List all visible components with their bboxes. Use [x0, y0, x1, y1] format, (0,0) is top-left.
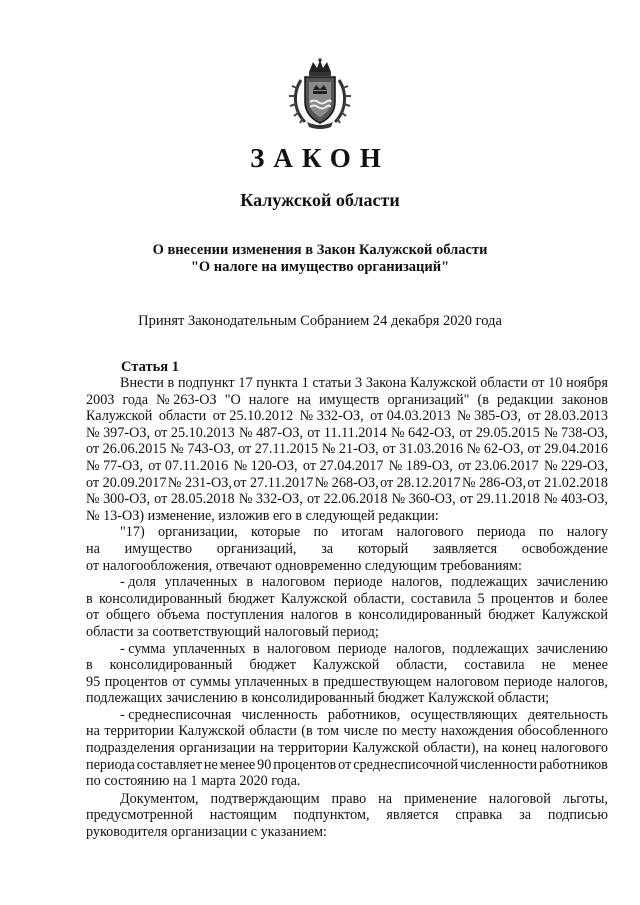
article-word: № 403-ОЗ,	[543, 491, 608, 508]
article-word: составила	[464, 657, 525, 674]
article-word: № 77-ОЗ,	[86, 457, 143, 474]
article-word: области,	[396, 657, 448, 674]
article-word: "17)	[120, 524, 145, 541]
article-word: на	[378, 790, 393, 807]
article-word: от 29.05.2015	[459, 424, 540, 441]
article-line	[86, 524, 608, 541]
article-word: налогов	[290, 607, 339, 624]
article-line	[86, 773, 608, 790]
article-word: на	[259, 740, 274, 757]
article-word: 5	[477, 590, 485, 607]
article-word: от 28.05.2018	[154, 491, 235, 508]
article-word: в	[344, 607, 352, 624]
article-line	[86, 607, 608, 624]
article-word: № 13-ОЗ) изменение, изложив его в следующей редакции:	[86, 507, 439, 524]
article-line	[86, 690, 608, 707]
article-word: руководителя организации с указанием:	[86, 824, 327, 841]
article-word: подписью	[547, 807, 608, 824]
article-word: по состоянию на 1 марта 2020 года.	[86, 773, 301, 790]
article-line	[86, 508, 608, 525]
article-word: налогов,	[391, 574, 443, 591]
article-word: организаций"	[387, 391, 470, 408]
article-line	[86, 740, 608, 757]
article-word: зачислению	[536, 574, 608, 591]
article-word: от 11.11.2014	[307, 424, 387, 441]
article-line	[86, 491, 608, 508]
article-word: в	[86, 657, 93, 674]
article-word: общего	[105, 607, 151, 624]
article-line	[86, 425, 608, 442]
article-word: Калужской	[280, 590, 348, 607]
article-word: подпунктом,	[293, 807, 370, 824]
article-word: подтверждающим	[210, 790, 320, 807]
article-body	[86, 375, 608, 841]
article-word: № 21-ОЗ,	[321, 441, 379, 458]
article-word: № 332-ОЗ,	[238, 491, 303, 508]
law-subject	[0, 242, 640, 276]
article-word: консолидированный	[109, 657, 233, 674]
article-word: 90	[257, 756, 272, 773]
article-word: от 26.06.2015	[86, 441, 167, 458]
article-word: в	[167, 375, 175, 391]
article-word: (в	[301, 723, 313, 740]
article-word: предшествующем	[323, 673, 432, 690]
article-word: работников	[539, 756, 608, 773]
article-line	[86, 574, 608, 591]
article-word: "О	[224, 391, 241, 408]
article-word: налоговом	[261, 574, 325, 591]
article-line	[86, 591, 608, 608]
article-word: от 31.03.2016	[382, 441, 464, 458]
article-word: численности	[459, 756, 538, 773]
article-word: от 29.11.2018	[459, 491, 540, 508]
article-word: налоге	[248, 391, 289, 408]
article-word: итогам	[341, 524, 384, 541]
article-word: менее	[219, 756, 256, 773]
article-word: Калужской	[178, 723, 245, 740]
article-line	[86, 791, 608, 808]
article-heading: Статья 1	[121, 359, 179, 375]
article-word: составляет	[136, 756, 203, 773]
region-name: Калужской области	[240, 190, 400, 210]
article-word: 10	[548, 375, 563, 391]
article-word: 1	[301, 375, 309, 391]
article-word: Калужской	[312, 657, 380, 674]
article-word: заявляется	[432, 540, 497, 557]
article-word: за	[321, 540, 334, 557]
article-word: на	[86, 723, 100, 740]
article-word: процентов	[273, 756, 337, 773]
law-subject-line-1: О внесении изменения в Закон Калужской области	[152, 242, 488, 258]
article-word: № 360-ОЗ,	[391, 491, 456, 508]
article-word: 3	[355, 375, 363, 391]
article-word: законов	[561, 391, 608, 408]
article-line	[86, 723, 608, 740]
article-word: применение	[403, 790, 477, 807]
article-word: периода	[86, 756, 135, 773]
article-word: от 04.03.2013	[370, 408, 451, 425]
article-word: уплаченных	[172, 640, 246, 657]
article-word: налогов,	[556, 673, 608, 690]
article-word: на	[296, 391, 311, 408]
article-word: от	[338, 756, 352, 773]
article-word: Калужской	[352, 740, 419, 757]
article-word: численность	[241, 706, 318, 723]
article-word: территории	[104, 723, 175, 740]
article-word: Калужской	[410, 375, 477, 391]
article-word: конец	[501, 740, 537, 757]
article-word: имущество	[124, 540, 193, 557]
article-word: от 21.02.2018	[527, 474, 608, 491]
article-word: области),	[423, 740, 479, 757]
article-line	[86, 707, 608, 724]
article-word: предусмотренной	[86, 807, 193, 824]
article-word: консолидированный	[358, 607, 482, 624]
article-word: области	[158, 408, 207, 425]
article-word: Закона	[365, 375, 407, 391]
article-word: от 22.06.2018	[306, 491, 388, 508]
article-word: от 25.10.2012	[212, 408, 294, 425]
article-word: периоде	[337, 640, 387, 657]
law-title: ЗАКОН	[250, 143, 390, 173]
article-word: числе	[343, 723, 378, 740]
article-word: периода	[476, 524, 526, 541]
article-word: от 28.12.2017	[380, 474, 461, 491]
article-word: за	[519, 807, 532, 824]
article-line	[86, 441, 608, 458]
article-word: № 268-ОЗ,	[314, 474, 379, 491]
article-word: статьи	[312, 375, 352, 391]
article-word: подпункт	[177, 375, 235, 391]
article-word: области	[249, 723, 297, 740]
article-word: суммы	[189, 673, 231, 690]
article-line	[86, 541, 608, 558]
article-word: от 23.06.2017	[458, 457, 539, 474]
article-word: подразделения	[86, 740, 175, 757]
article-word: редакции	[496, 391, 554, 408]
article-line	[86, 475, 608, 492]
article-word: подлежащих	[451, 574, 528, 591]
article-word: процентов	[104, 673, 168, 690]
article-word: Калужской	[541, 607, 608, 624]
article-word: налогового	[396, 524, 464, 541]
article-word: которые	[251, 524, 301, 541]
article-word: - среднесписочная	[120, 706, 232, 723]
article-word: бюджет	[249, 657, 296, 674]
article-word: от 27.11.2017	[233, 474, 314, 491]
article-word: - доля	[120, 574, 157, 591]
article-word: деятельность	[527, 706, 608, 723]
article-word: № 62-ОЗ,	[466, 441, 524, 458]
article-word: процентов	[490, 590, 554, 607]
article-word: не	[203, 756, 218, 773]
article-line	[86, 408, 608, 425]
article-word: от	[172, 673, 186, 690]
article-word: на	[483, 740, 498, 757]
article-word: пункта	[256, 375, 298, 391]
article-word: Внести	[120, 375, 164, 391]
article-word: № 189-ОЗ,	[388, 457, 453, 474]
article-line	[86, 824, 608, 841]
article-word: № 332-ОЗ,	[299, 408, 364, 425]
article-line	[86, 757, 608, 774]
article-word: нахождения	[441, 723, 514, 740]
article-word: налоговой	[488, 790, 551, 807]
article-word: № 743-ОЗ,	[170, 441, 235, 458]
article-word: обособленного	[517, 723, 608, 740]
article-word: от 07.11.2016	[148, 457, 229, 474]
article-word: не	[541, 657, 556, 674]
article-word: 2003	[86, 391, 115, 408]
article-line	[86, 641, 608, 658]
article-word: в	[86, 590, 93, 607]
article-word: (в	[477, 391, 489, 408]
article-word: настоящим	[209, 807, 277, 824]
article-word: осуществляющих	[410, 706, 518, 723]
article-word: консолидированный	[98, 590, 222, 607]
article-word: от	[86, 607, 100, 624]
adoption-statement: Принят Законодательным Собранием 24 декабря 2020 года	[138, 313, 502, 329]
article-word: № 229-ОЗ,	[543, 457, 608, 474]
article-word: № 738-ОЗ,	[543, 424, 608, 441]
article-word: работников,	[327, 706, 401, 723]
article-line	[86, 375, 608, 392]
article-word: периоде	[333, 574, 383, 591]
article-word: области за соответствующий налоговый период;	[86, 623, 379, 640]
article-word: от 29.04.2016	[527, 441, 608, 458]
article-word: бюджет	[488, 607, 535, 624]
article-line	[86, 657, 608, 674]
article-word: № 231-ОЗ,	[167, 474, 232, 491]
article-word: Калужской	[86, 408, 153, 425]
article-word: организации,	[158, 524, 238, 541]
article-word: право	[331, 790, 367, 807]
article-word: подлежащих	[452, 640, 529, 657]
article-word: составила	[410, 590, 472, 607]
article-word: от 27.04.2017	[302, 457, 384, 474]
coat-of-arms-emblem	[287, 58, 353, 130]
article-word: имуществ	[318, 391, 380, 408]
article-word: от 27.11.2015	[238, 441, 319, 458]
article-line	[86, 674, 608, 691]
article-word: - сумма	[120, 640, 166, 657]
article-line	[86, 458, 608, 475]
article-word: № 385-ОЗ,	[457, 408, 522, 425]
article-word: уплаченных	[164, 574, 238, 591]
article-word: налогу	[566, 524, 608, 541]
article-word: бюджет	[228, 590, 275, 607]
article-word: организации	[179, 740, 256, 757]
article-word: Документом,	[120, 790, 199, 807]
article-word: подлежащих зачислению в консолидированный бюджет Калужской области;	[86, 690, 550, 707]
article-word: является	[386, 807, 439, 824]
article-word: и	[560, 590, 568, 607]
article-word: зачислению	[536, 640, 608, 657]
article-word: по	[538, 524, 554, 541]
article-word: менее	[572, 657, 608, 674]
article-word: от 20.09.2017	[86, 474, 167, 491]
article-word: № 263-ОЗ	[156, 391, 217, 408]
article-word: месту	[401, 723, 437, 740]
article-word: налогового	[540, 740, 608, 757]
article-word: 95	[86, 673, 101, 690]
article-word: № 300-ОЗ,	[86, 491, 150, 508]
article-word: объема	[156, 607, 200, 624]
article-word: в	[312, 673, 319, 690]
article-word: налоговом	[436, 673, 500, 690]
article-word: по	[313, 524, 329, 541]
article-word: в	[246, 574, 254, 591]
article-word: налоговом	[267, 640, 331, 657]
article-word: освобождение	[521, 540, 608, 557]
article-word: льготы,	[562, 790, 608, 807]
article-word: 17	[238, 375, 253, 391]
article-line	[86, 807, 608, 824]
article-word: от 25.10.2013	[154, 424, 235, 441]
article-word: области	[480, 375, 528, 391]
article-word: уплаченных	[234, 673, 308, 690]
article-word: на	[86, 540, 100, 557]
article-word: от 28.03.2013	[527, 408, 608, 425]
article-word: поступления	[206, 607, 284, 624]
article-word: № 487-ОЗ,	[239, 424, 303, 441]
article-word: года	[122, 391, 149, 408]
article-word: от	[531, 375, 545, 391]
article-word: от налогообложения, отвечают одновременно следующим требованиям:	[86, 557, 522, 574]
article-word: который	[357, 540, 409, 557]
article-line	[86, 624, 608, 641]
article-word: более	[574, 590, 608, 607]
article-word: № 642-ОЗ,	[390, 424, 455, 441]
article-line	[86, 392, 608, 409]
article-word: области,	[353, 590, 405, 607]
article-word: периоде	[503, 673, 553, 690]
law-subject-line-2: "О налоге на имущество организаций"	[190, 259, 450, 275]
article-word: территории	[278, 740, 348, 757]
article-line	[86, 558, 608, 575]
article-word: том	[317, 723, 339, 740]
article-word: № 397-ОЗ,	[86, 424, 150, 441]
article-word: № 286-ОЗ,	[462, 474, 527, 491]
article-word: по	[382, 723, 398, 740]
article-word: в	[253, 640, 260, 657]
article-word: № 120-ОЗ,	[233, 457, 298, 474]
article-word: ноября	[566, 375, 608, 391]
article-word: справка	[455, 807, 503, 824]
article-word: среднесписочной	[353, 756, 459, 773]
article-word: налогов,	[393, 640, 445, 657]
article-word: организаций,	[216, 540, 297, 557]
